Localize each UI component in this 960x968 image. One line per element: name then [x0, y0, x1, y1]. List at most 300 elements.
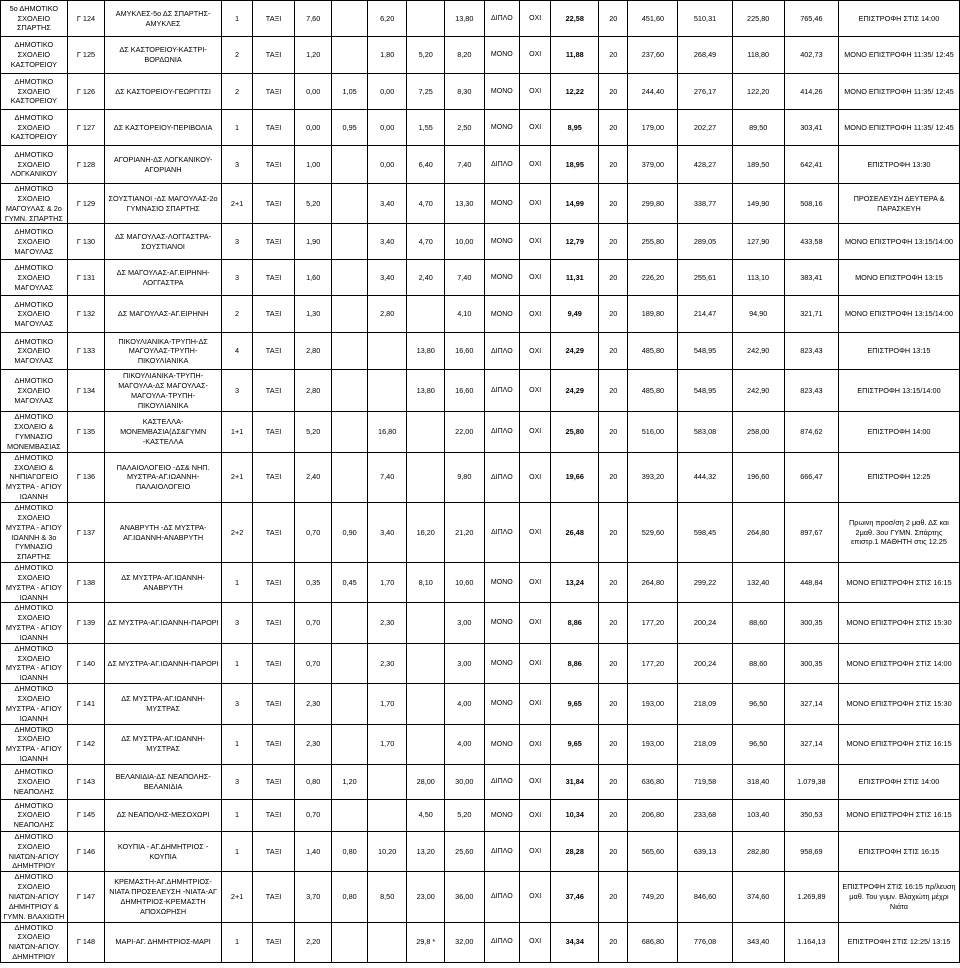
cell-code: Γ 136	[67, 452, 105, 502]
cell-note: ΜΟΝΟ ΕΠΙΣΤΡΟΦΗ 11:35/ 12:45	[838, 74, 959, 110]
cell-cost1: 379,00	[628, 146, 678, 184]
cell-cost2: 218,09	[678, 724, 732, 764]
cell-cost4: 350,53	[784, 799, 838, 831]
cell-code: Γ 126	[67, 74, 105, 110]
cell-route: ΔΣ ΜΑΓΟΥΛΑΣ-ΑΓ.ΕΙΡΗΝΗ-ΛΟΓΓΑΣΤΡΑ	[105, 260, 222, 296]
cell-km1: 0,70	[294, 502, 332, 562]
cell-esp: ΟΧΙ	[520, 872, 551, 922]
table-row	[1, 872, 960, 922]
cell-students: 2+1	[221, 184, 252, 224]
cell-cost2: 583,08	[678, 412, 732, 452]
cell-code: Γ 128	[67, 146, 105, 184]
cell-esp: ΟΧΙ	[520, 74, 551, 110]
cell-km3: 1,70	[367, 563, 407, 603]
cell-cost3: 318,40	[732, 764, 784, 799]
cell-total: 10,34	[551, 799, 599, 831]
cell-cost2: 233,68	[678, 799, 732, 831]
cell-route: ΑΝΑΒΡΥΤΗ -ΔΣ ΜΥΣΤΡΑ-ΑΓ.ΙΩΑΝΝΗ-ΑΝΑΒΡΥΤΗ	[105, 502, 222, 562]
cell-km3: 10,20	[367, 831, 407, 871]
cell-total: 12,79	[551, 224, 599, 260]
cell-km5: 22,00	[444, 412, 484, 452]
cell-cost1: 529,60	[628, 502, 678, 562]
cell-note: ΕΠΙΣΤΡΟΦΗ 13:30	[838, 146, 959, 184]
cell-esp: ΟΧΙ	[520, 184, 551, 224]
cell-code: Γ 134	[67, 370, 105, 412]
cell-cost4: 402,73	[784, 37, 838, 74]
cell-km1: 0,35	[294, 563, 332, 603]
cell-cost4: 897,67	[784, 502, 838, 562]
cell-days: 20	[599, 452, 628, 502]
cell-esp: ΟΧΙ	[520, 146, 551, 184]
cell-code: Γ 129	[67, 184, 105, 224]
cell-cost3: 132,40	[732, 563, 784, 603]
cell-km4: 8,10	[407, 563, 445, 603]
cell-cost1: 264,80	[628, 563, 678, 603]
cell-students: 3	[221, 684, 252, 724]
cell-km1: 2,30	[294, 724, 332, 764]
cell-km4: 4,50	[407, 799, 445, 831]
cell-route: ΜΑΡΙ-ΑΓ. ΔΗΜΗΤΡΙΟΣ-ΜΑΡΙ	[105, 922, 222, 962]
cell-km2	[332, 296, 367, 333]
cell-note: ΕΠΙΣΤΡΟΦΗ 12:25	[838, 452, 959, 502]
cell-students: 1	[221, 563, 252, 603]
cell-esp: ΟΧΙ	[520, 502, 551, 562]
cell-type: ΜΟΝΟ	[484, 296, 519, 333]
cell-type: ΔΙΠΛΟ	[484, 502, 519, 562]
cell-cost3: 127,90	[732, 224, 784, 260]
cell-route: ΔΣ ΜΥΣΤΡΑ-ΑΓ.ΙΩΑΝΝΗ-ΜΥΣΤΡΑΣ	[105, 684, 222, 724]
cell-km3: 8,50	[367, 872, 407, 922]
cell-route: ΔΣ ΚΑΣΤΟΡΕΙΟΥ-ΓΕΩΡΓΙΤΣΙ	[105, 74, 222, 110]
cell-cost1: 393,20	[628, 452, 678, 502]
cell-esp: ΟΧΙ	[520, 1, 551, 37]
cell-km2: 0,45	[332, 563, 367, 603]
cell-total: 37,46	[551, 872, 599, 922]
cell-cost2: 776,08	[678, 922, 732, 962]
cell-cost3: 258,00	[732, 412, 784, 452]
cell-km2	[332, 224, 367, 260]
cell-note: ΕΠΙΣΤΡΟΦΗ ΣΤΙΣ 16:15 πρ/λευση μαθ. Του γυμν. Βλαχιώτη μέχρι Νιάτα	[838, 872, 959, 922]
cell-cost2: 255,61	[678, 260, 732, 296]
cell-esp: ΟΧΙ	[520, 799, 551, 831]
cell-km5: 25,60	[444, 831, 484, 871]
cell-total: 34,34	[551, 922, 599, 962]
cell-cost2: 276,17	[678, 74, 732, 110]
cell-cost2: 202,27	[678, 110, 732, 146]
cell-km3: 3,40	[367, 224, 407, 260]
cell-total: 9,65	[551, 724, 599, 764]
cell-km5: 21,20	[444, 502, 484, 562]
cell-esp: ΟΧΙ	[520, 110, 551, 146]
cell-km2: 0,90	[332, 502, 367, 562]
table-row	[1, 452, 960, 502]
cell-total: 25,80	[551, 412, 599, 452]
cell-school: ΔΗΜΟΤΙΚΟ ΣΧΟΛΕΙΟ ΝΕΑΠΟΛΗΣ	[1, 764, 68, 799]
cell-note: ΕΠΙΣΤΡΟΦΗ 13:15	[838, 333, 959, 370]
cell-km2	[332, 684, 367, 724]
cell-school: ΔΗΜΟΤΙΚΟ ΣΧΟΛΕΙΟ ΜΥΣΤΡΑ - ΑΓΙΟΥ ΙΩΑΝΝΗ	[1, 684, 68, 724]
cell-total: 12,22	[551, 74, 599, 110]
cell-class: ΤΑΞΙ	[253, 872, 295, 922]
cell-route: ΚΡΕΜΑΣΤΗ-ΑΓ.ΔΗΜΗΤΡΙΟΣ-ΝΙΑΤΑ ΠΡΟΣΕΛΕΥΣΗ -ΝΙΑΤΑ-ΑΓ ΔΗΜΗΤΡΙΟΣ-ΚΡΕΜΑΣΤΗ ΑΠΟΧΩΡΗΣΗ	[105, 872, 222, 922]
cell-cost3: 88,60	[732, 643, 784, 683]
table-row	[1, 37, 960, 74]
cell-km5: 4,00	[444, 684, 484, 724]
cell-note: ΜΟΝΟ ΕΠΙΣΤΡΟΦΗ 13:15	[838, 260, 959, 296]
cell-total: 28,28	[551, 831, 599, 871]
cell-km1: 2,20	[294, 922, 332, 962]
cell-total: 24,29	[551, 370, 599, 412]
cell-note: ΜΟΝΟ ΕΠΙΣΤΡΟΦΗ ΣΤΙΣ 15:30	[838, 603, 959, 643]
cell-cost4: 321,71	[784, 296, 838, 333]
cell-km2	[332, 333, 367, 370]
table-row	[1, 224, 960, 260]
cell-school: ΔΗΜΟΤΙΚΟ ΣΧΟΛΕΙΟ & ΝΗΠΙΑΓΩΓΕΙΟ ΜΥΣΤΡΑ - ΑΓΙΟΥ ΙΩΑΝΝΗ	[1, 452, 68, 502]
cell-note: ΕΠΙΣΤΡΟΦΗ 14:00	[838, 412, 959, 452]
cell-esp: ΟΧΙ	[520, 563, 551, 603]
cell-type: ΜΟΝΟ	[484, 563, 519, 603]
cell-cost4: 874,62	[784, 412, 838, 452]
cell-type: ΜΟΝΟ	[484, 724, 519, 764]
cell-km1: 2,40	[294, 452, 332, 502]
cell-km2: 0,80	[332, 872, 367, 922]
cell-days: 20	[599, 184, 628, 224]
cell-days: 20	[599, 333, 628, 370]
cell-type: ΔΙΠΛΟ	[484, 146, 519, 184]
cell-cost4: 1.164,13	[784, 922, 838, 962]
cell-students: 1	[221, 831, 252, 871]
cell-cost3: 96,50	[732, 684, 784, 724]
cell-cost3: 103,40	[732, 799, 784, 831]
cell-type: ΜΟΝΟ	[484, 37, 519, 74]
cell-class: ΤΑΞΙ	[253, 333, 295, 370]
cell-days: 20	[599, 1, 628, 37]
cell-cost1: 565,60	[628, 831, 678, 871]
cell-type: ΜΟΝΟ	[484, 224, 519, 260]
cell-note: ΕΠΙΣΤΡΟΦΗ ΣΤΙΣ 16:15	[838, 831, 959, 871]
cell-cost2: 444,32	[678, 452, 732, 502]
cell-route: ΚΟΥΠΙΑ - ΑΓ.ΔΗΜΗΤΡΙΟΣ - ΚΟΥΠΙΑ	[105, 831, 222, 871]
cell-km4: 23,00	[407, 872, 445, 922]
table-row	[1, 684, 960, 724]
cell-code: Γ 135	[67, 412, 105, 452]
cell-km5: 9,80	[444, 452, 484, 502]
cell-km2: 1,20	[332, 764, 367, 799]
cell-km4: 5,20	[407, 37, 445, 74]
cell-km1: 5,20	[294, 184, 332, 224]
cell-type: ΔΙΠΛΟ	[484, 831, 519, 871]
cell-school: ΔΗΜΟΤΙΚΟ ΣΧΟΛΕΙΟ ΝΙΑΤΩΝ-ΑΓΙΟΥ ΔΗΜΗΤΡΙΟΥ	[1, 831, 68, 871]
cell-km5: 8,30	[444, 74, 484, 110]
cell-cost3: 343,40	[732, 922, 784, 962]
cell-km1: 0,80	[294, 764, 332, 799]
cell-code: Γ 127	[67, 110, 105, 146]
cell-km2	[332, 146, 367, 184]
cell-cost4: 327,14	[784, 724, 838, 764]
cell-cost4: 1.269,89	[784, 872, 838, 922]
table-body	[1, 1, 960, 963]
cell-students: 1	[221, 922, 252, 962]
cell-esp: ΟΧΙ	[520, 452, 551, 502]
cell-days: 20	[599, 110, 628, 146]
cell-km1: 2,80	[294, 333, 332, 370]
table-row	[1, 724, 960, 764]
cell-school: ΔΗΜΟΤΙΚΟ ΣΧΟΛΕΙΟ ΜΑΓΟΥΛΑΣ	[1, 296, 68, 333]
cell-note: ΜΟΝΟ ΕΠΙΣΤΡΟΦΗ ΣΤΙΣ 16:15	[838, 724, 959, 764]
cell-cost3: 374,60	[732, 872, 784, 922]
table-row	[1, 643, 960, 683]
cell-note: ΜΟΝΟ ΕΠΙΣΤΡΟΦΗ 13:15/14:00	[838, 296, 959, 333]
table-row	[1, 799, 960, 831]
cell-route: ΑΓΟΡΙΑΝΗ-ΔΣ ΛΟΓΚΑΝΙΚΟΥ-ΑΓΟΡΙΑΝΗ	[105, 146, 222, 184]
cell-school: ΔΗΜΟΤΙΚΟ ΣΧΟΛΕΙΟ & ΓΥΜΝΑΣΙΟ ΜΟΝΕΜΒΑΣΙΑΣ	[1, 412, 68, 452]
cell-cost4: 300,35	[784, 603, 838, 643]
cell-days: 20	[599, 764, 628, 799]
table-row	[1, 370, 960, 412]
cell-km1: 2,30	[294, 684, 332, 724]
table-row	[1, 146, 960, 184]
cell-esp: ΟΧΙ	[520, 37, 551, 74]
cell-code: Γ 141	[67, 684, 105, 724]
cell-days: 20	[599, 224, 628, 260]
cell-km3: 16,80	[367, 412, 407, 452]
cell-school: ΔΗΜΟΤΙΚΟ ΣΧΟΛΕΙΟ ΜΥΣΤΡΑ - ΑΓΙΟΥ ΙΩΑΝΝΗ	[1, 563, 68, 603]
table-row	[1, 502, 960, 562]
cell-km4: 4,70	[407, 184, 445, 224]
cell-type: ΜΟΝΟ	[484, 799, 519, 831]
cell-cost1: 299,80	[628, 184, 678, 224]
cell-cost1: 686,80	[628, 922, 678, 962]
cell-code: Γ 139	[67, 603, 105, 643]
cell-type: ΜΟΝΟ	[484, 184, 519, 224]
cell-class: ΤΑΞΙ	[253, 184, 295, 224]
cell-class: ΤΑΞΙ	[253, 603, 295, 643]
cell-km2	[332, 370, 367, 412]
cell-days: 20	[599, 922, 628, 962]
cell-cost1: 516,00	[628, 412, 678, 452]
cell-cost4: 642,41	[784, 146, 838, 184]
cell-note: ΜΟΝΟ ΕΠΙΣΤΡΟΦΗ 11:35/ 12:45	[838, 37, 959, 74]
cell-km5: 36,00	[444, 872, 484, 922]
cell-esp: ΟΧΙ	[520, 333, 551, 370]
cell-days: 20	[599, 872, 628, 922]
cell-cost1: 244,40	[628, 74, 678, 110]
cell-students: 3	[221, 224, 252, 260]
cell-cost4: 823,43	[784, 370, 838, 412]
cell-days: 20	[599, 502, 628, 562]
cell-cost4: 765,46	[784, 1, 838, 37]
cell-code: Γ 132	[67, 296, 105, 333]
cell-km4	[407, 643, 445, 683]
cell-students: 3	[221, 764, 252, 799]
cell-type: ΔΙΠΛΟ	[484, 872, 519, 922]
cell-route: ΣΟΥΣΤΙΑΝΟΙ -ΔΣ ΜΑΓΟΥΛΑΣ-2ο ΓΥΜΝΑΣΙΟ ΣΠΑΡΤΗΣ	[105, 184, 222, 224]
cell-total: 8,86	[551, 643, 599, 683]
cell-cost1: 636,80	[628, 764, 678, 799]
cell-km4	[407, 603, 445, 643]
cell-days: 20	[599, 74, 628, 110]
cell-code: Γ 130	[67, 224, 105, 260]
cell-note: ΕΠΙΣΤΡΟΦΗ ΣΤΙΣ 14:00	[838, 1, 959, 37]
cell-class: ΤΑΞΙ	[253, 110, 295, 146]
cell-route: ΔΣ ΜΑΓΟΥΛΑΣ-ΑΓ.ΕΙΡΗΝΗ	[105, 296, 222, 333]
cell-note: ΜΟΝΟ ΕΠΙΣΤΡΟΦΗ ΣΤΙΣ 14:00	[838, 643, 959, 683]
cell-cost1: 177,20	[628, 603, 678, 643]
cell-code: Γ 146	[67, 831, 105, 871]
cell-cost2: 268,49	[678, 37, 732, 74]
cell-km4: 4,70	[407, 224, 445, 260]
cell-students: 2	[221, 74, 252, 110]
cell-cost3: 242,90	[732, 333, 784, 370]
cell-class: ΤΑΞΙ	[253, 37, 295, 74]
cell-cost1: 451,60	[628, 1, 678, 37]
cell-cost1: 255,80	[628, 224, 678, 260]
cell-esp: ΟΧΙ	[520, 764, 551, 799]
cell-km5: 2,50	[444, 110, 484, 146]
cell-total: 19,66	[551, 452, 599, 502]
table-row	[1, 260, 960, 296]
cell-code: Γ 138	[67, 563, 105, 603]
cell-km5: 30,00	[444, 764, 484, 799]
table-row	[1, 333, 960, 370]
cell-total: 31,84	[551, 764, 599, 799]
cell-code: Γ 131	[67, 260, 105, 296]
cell-km3: 2,30	[367, 603, 407, 643]
cell-cost2: 218,09	[678, 684, 732, 724]
cell-km1: 0,00	[294, 74, 332, 110]
cell-students: 3	[221, 370, 252, 412]
cell-class: ΤΑΞΙ	[253, 260, 295, 296]
cell-students: 3	[221, 260, 252, 296]
cell-cost2: 200,24	[678, 603, 732, 643]
cell-esp: ΟΧΙ	[520, 370, 551, 412]
cell-class: ΤΑΞΙ	[253, 684, 295, 724]
cell-km1: 0,70	[294, 603, 332, 643]
cell-km3: 3,40	[367, 260, 407, 296]
cell-km1: 1,20	[294, 37, 332, 74]
cell-school: ΔΗΜΟΤΙΚΟ ΣΧΟΛΕΙΟ ΝΙΑΤΩΝ-ΑΓΙΟΥ ΔΗΜΗΤΡΙΟΥ & ΓΥΜΝ. ΒΛΑΧΙΩΤΗ	[1, 872, 68, 922]
cell-cost4: 303,41	[784, 110, 838, 146]
table-row	[1, 1, 960, 37]
cell-route: ΠΙΚΟΥΛΙΑΝΙΚΑ-ΤΡΥΠΗ-ΔΣ ΜΑΓΟΥΛΑΣ-ΤΡΥΠΗ-ΠΙΚΟΥΛΙΑΝΙΚΑ	[105, 333, 222, 370]
cell-esp: ΟΧΙ	[520, 296, 551, 333]
cell-km1: 0,00	[294, 110, 332, 146]
cell-cost2: 214,47	[678, 296, 732, 333]
cell-cost1: 237,60	[628, 37, 678, 74]
cell-code: Γ 125	[67, 37, 105, 74]
cell-km3: 0,00	[367, 146, 407, 184]
cell-type: ΜΟΝΟ	[484, 260, 519, 296]
cell-km5: 16,60	[444, 333, 484, 370]
cell-days: 20	[599, 37, 628, 74]
cell-students: 2+1	[221, 452, 252, 502]
cell-school: ΔΗΜΟΤΙΚΟ ΣΧΟΛΕΙΟ ΚΑΣΤΟΡΕΙΟΥ	[1, 37, 68, 74]
cell-class: ΤΑΞΙ	[253, 831, 295, 871]
cell-km3: 1,70	[367, 724, 407, 764]
cell-students: 1	[221, 110, 252, 146]
cell-esp: ΟΧΙ	[520, 643, 551, 683]
cell-route: ΠΙΚΟΥΛΙΑΝΙΚΑ-ΤΡΥΠΗ-ΜΑΓΟΥΛΑ-ΔΣ ΜΑΓΟΥΛΑΣ-ΜΑΓΟΥΛΑ-ΤΡΥΠΗ-ΠΙΚΟΥΛΙΑΝΙΚΑ	[105, 370, 222, 412]
cell-students: 3	[221, 603, 252, 643]
cell-cost3: 122,20	[732, 74, 784, 110]
cell-km4	[407, 724, 445, 764]
cell-km2	[332, 260, 367, 296]
cell-class: ΤΑΞΙ	[253, 452, 295, 502]
cell-class: ΤΑΞΙ	[253, 1, 295, 37]
cell-km1: 1,30	[294, 296, 332, 333]
cell-km3: 0,00	[367, 110, 407, 146]
table-row	[1, 110, 960, 146]
cell-students: 2+1	[221, 872, 252, 922]
cell-esp: ΟΧΙ	[520, 412, 551, 452]
cell-note: ΜΟΝΟ ΕΠΙΣΤΡΟΦΗ 11:35/ 12:45	[838, 110, 959, 146]
cell-km5: 7,40	[444, 260, 484, 296]
cell-code: Γ 137	[67, 502, 105, 562]
cell-students: 1	[221, 799, 252, 831]
cell-days: 20	[599, 603, 628, 643]
cell-km3: 3,40	[367, 502, 407, 562]
cell-km2	[332, 643, 367, 683]
cell-note: Πρωινη προσ/ση 2 μαθ. ΔΣ και 2μαθ. 3ου ΓΥΜΝ. Σπάρτης επιστρ.1 ΜΑΘΗΤΗ στις 12.25	[838, 502, 959, 562]
cell-cost3: 264,80	[732, 502, 784, 562]
cell-days: 20	[599, 370, 628, 412]
cell-km3: 2,30	[367, 643, 407, 683]
cell-type: ΔΙΠΛΟ	[484, 333, 519, 370]
cell-school: ΔΗΜΟΤΙΚΟ ΣΧΟΛΕΙΟ ΚΑΣΤΟΡΕΙΟΥ	[1, 110, 68, 146]
cell-type: ΜΟΝΟ	[484, 110, 519, 146]
cell-type: ΔΙΠΛΟ	[484, 452, 519, 502]
cell-total: 11,88	[551, 37, 599, 74]
cell-days: 20	[599, 684, 628, 724]
cell-km2	[332, 412, 367, 452]
cell-esp: ΟΧΙ	[520, 603, 551, 643]
cell-code: Γ 145	[67, 799, 105, 831]
cell-class: ΤΑΞΙ	[253, 370, 295, 412]
cell-km3: 0,00	[367, 74, 407, 110]
cell-type: ΔΙΠΛΟ	[484, 370, 519, 412]
cell-school: ΔΗΜΟΤΙΚΟ ΣΧΟΛΕΙΟ ΜΑΓΟΥΛΑΣ	[1, 224, 68, 260]
cell-type: ΜΟΝΟ	[484, 684, 519, 724]
cell-cost1: 177,20	[628, 643, 678, 683]
cell-class: ΤΑΞΙ	[253, 563, 295, 603]
cell-students: 2+2	[221, 502, 252, 562]
cell-km5: 16,60	[444, 370, 484, 412]
cell-cost4: 414,26	[784, 74, 838, 110]
cell-cost4: 327,14	[784, 684, 838, 724]
cell-school: ΔΗΜΟΤΙΚΟ ΣΧΟΛΕΙΟ ΝΙΑΤΩΝ-ΑΓΙΟΥ ΔΗΜΗΤΡΙΟΥ	[1, 922, 68, 962]
cell-km3	[367, 799, 407, 831]
cell-note: ΕΠΙΣΤΡΟΦΗ ΣΤΙΣ 14:00	[838, 764, 959, 799]
cell-esp: ΟΧΙ	[520, 922, 551, 962]
cell-code: Γ 147	[67, 872, 105, 922]
cell-cost1: 226,20	[628, 260, 678, 296]
cell-route: ΔΣ ΚΑΣΤΟΡΕΙΟΥ-ΚΑΣΤΡΙ-ΒΟΡΔΩΝΙΑ	[105, 37, 222, 74]
cell-note: ΜΟΝΟ ΕΠΙΣΤΡΟΦΗ 13:15/14:00	[838, 224, 959, 260]
cell-km3: 3,40	[367, 184, 407, 224]
cell-cost3: 225,80	[732, 1, 784, 37]
cell-km2: 0,95	[332, 110, 367, 146]
cell-type: ΔΙΠΛΟ	[484, 412, 519, 452]
cell-km1: 5,20	[294, 412, 332, 452]
table-row	[1, 764, 960, 799]
cell-cost2: 548,95	[678, 370, 732, 412]
cell-cost3: 189,50	[732, 146, 784, 184]
table-row	[1, 563, 960, 603]
cell-class: ΤΑΞΙ	[253, 724, 295, 764]
cell-cost3: 149,90	[732, 184, 784, 224]
cell-total: 11,31	[551, 260, 599, 296]
cell-total: 14,99	[551, 184, 599, 224]
